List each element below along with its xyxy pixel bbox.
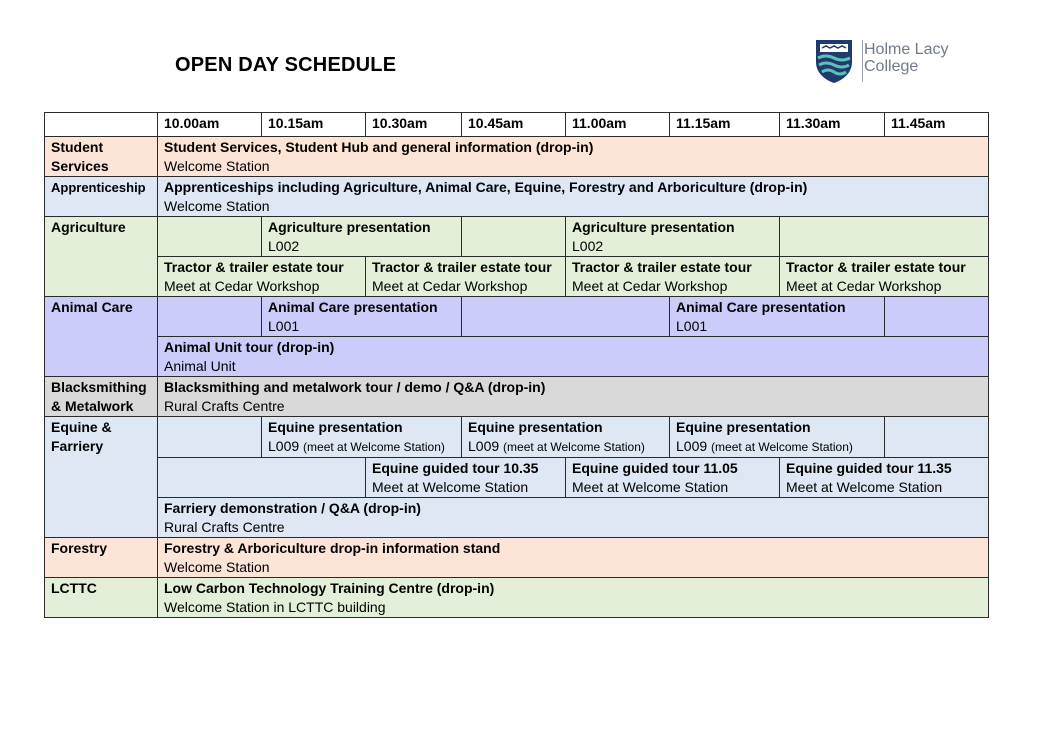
time-header: 10.45am [462, 113, 566, 137]
session-location: Meet at Cedar Workshop [572, 278, 728, 294]
animal-care-row-1 [45, 297, 989, 337]
session-location: Meet at Welcome Station [372, 479, 529, 495]
lcttc-session [158, 578, 989, 618]
session-title: Tractor & trailer estate tour [164, 259, 344, 275]
time-header: 11.00am [566, 113, 670, 137]
time-header: 10.15am [262, 113, 366, 137]
time-header: 11.15am [670, 113, 780, 137]
agriculture-row-1 [45, 217, 989, 257]
session-location: Meet at Welcome Station [572, 479, 729, 495]
session-title: Animal Unit tour (drop-in) [164, 339, 335, 355]
logo-text [864, 41, 948, 75]
session-title: Equine guided tour 11.05 [572, 460, 738, 476]
session-location: Welcome Station [164, 559, 270, 575]
dept-blacksmithing: Blacksmithing & Metalwork [45, 377, 158, 417]
time-header-row [45, 113, 989, 137]
empty-slot [158, 417, 262, 458]
time-header: 11.45am [885, 113, 989, 137]
time-header: 10.00am [158, 113, 262, 137]
session-title: Agriculture presentation [572, 219, 735, 235]
blacksmithing-session [158, 377, 989, 417]
apprenticeship-session [158, 177, 989, 217]
tractor-tour [366, 257, 566, 297]
equine-presentation [262, 417, 462, 458]
student-services-session [158, 137, 989, 177]
empty-slot [158, 458, 366, 498]
empty-slot [885, 297, 989, 337]
equine-presentation [462, 417, 670, 458]
session-location: L009 [468, 438, 500, 454]
session-location: Meet at Cedar Workshop [372, 278, 528, 294]
session-title: Equine presentation [676, 419, 811, 435]
dept-student-services: Student Services [45, 137, 158, 177]
blacksmithing-row [45, 377, 989, 417]
session-title: Tractor & trailer estate tour [572, 259, 752, 275]
time-header: 10.30am [366, 113, 462, 137]
apprenticeship-row [45, 177, 989, 217]
equine-row-3 [45, 498, 989, 538]
session-title: Equine guided tour 11.35 [786, 460, 952, 476]
session-location: L001 [268, 318, 300, 334]
forestry-row [45, 538, 989, 578]
empty-slot [780, 217, 989, 257]
equine-guided-tour [366, 458, 566, 498]
session-title: Equine presentation [468, 419, 603, 435]
agriculture-presentation [262, 217, 462, 257]
tractor-tour [780, 257, 989, 297]
session-location: L009 [268, 438, 300, 454]
empty-slot [885, 417, 989, 458]
logo-line1: Holme Lacy [864, 41, 949, 58]
session-note: (meet at Welcome Station) [303, 440, 445, 454]
animal-care-row-2 [45, 337, 989, 377]
session-title: Equine presentation [268, 419, 403, 435]
animal-unit-tour [158, 337, 989, 377]
session-location: L009 [676, 438, 708, 454]
session-title: Agriculture presentation [268, 219, 431, 235]
empty-slot [462, 217, 566, 257]
agriculture-presentation [566, 217, 780, 257]
tractor-tour [158, 257, 366, 297]
schedule-table [44, 112, 989, 618]
session-note: (meet at Welcome Station) [503, 440, 645, 454]
session-title: Student Services, Student Hub and general information (drop-in) [164, 139, 594, 155]
session-location: L002 [268, 238, 300, 254]
dept-animal-care: Animal Care [45, 297, 158, 377]
forestry-session [158, 538, 989, 578]
session-title: Animal Care presentation [268, 299, 438, 315]
empty-slot [158, 297, 262, 337]
dept-lcttc: LCTTC [45, 578, 158, 618]
session-title: Tractor & trailer estate tour [372, 259, 552, 275]
animal-care-presentation [262, 297, 462, 337]
equine-presentation [670, 417, 885, 458]
dept-apprenticeship: Apprenticeship [45, 177, 158, 217]
logo-divider [862, 40, 863, 82]
page-title: OPEN DAY SCHEDULE [175, 54, 397, 76]
farriery-demonstration [158, 498, 989, 538]
session-note: (meet at Welcome Station) [711, 440, 853, 454]
session-title: Animal Care presentation [676, 299, 846, 315]
equine-guided-tour [780, 458, 989, 498]
session-title: Farriery demonstration / Q&A (drop-in) [164, 500, 421, 516]
session-location: Meet at Welcome Station [786, 479, 943, 495]
shield-icon [814, 38, 854, 84]
session-location: Welcome Station [164, 198, 270, 214]
session-title: Blacksmithing and metalwork tour / demo / Q&A (drop-in) [164, 379, 546, 395]
empty-slot [158, 217, 262, 257]
session-location: Welcome Station [164, 158, 270, 174]
header-corner [45, 113, 158, 137]
session-title: Low Carbon Technology Training Centre (drop-in) [164, 580, 495, 596]
empty-slot [462, 297, 670, 337]
session-location: Rural Crafts Centre [164, 398, 285, 414]
lcttc-row [45, 578, 989, 618]
student-services-row [45, 137, 989, 177]
agriculture-row-2 [45, 257, 989, 297]
animal-care-presentation [670, 297, 885, 337]
session-location: Meet at Cedar Workshop [164, 278, 320, 294]
equine-row-2 [45, 458, 989, 498]
session-location: Meet at Cedar Workshop [786, 278, 942, 294]
session-title: Tractor & trailer estate tour [786, 259, 966, 275]
logo-line2: College [864, 58, 919, 75]
dept-forestry: Forestry [45, 538, 158, 578]
equine-row-1 [45, 417, 989, 458]
session-title: Apprenticeships including Agriculture, Animal Care, Equine, Forestry and Arboriculture (drop-in) [164, 179, 808, 195]
time-header: 11.30am [780, 113, 885, 137]
dept-agriculture: Agriculture [45, 217, 158, 297]
college-logo [814, 38, 964, 86]
session-location: Welcome Station in LCTTC building [164, 599, 386, 615]
session-title: Equine guided tour 10.35 [372, 460, 539, 476]
dept-equine-farriery: Equine & Farriery [45, 417, 158, 538]
session-location: Rural Crafts Centre [164, 519, 285, 535]
session-location: Animal Unit [164, 358, 236, 374]
tractor-tour [566, 257, 780, 297]
session-location: L002 [572, 238, 604, 254]
session-location: L001 [676, 318, 708, 334]
session-title: Forestry & Arboriculture drop-in information stand [164, 540, 501, 556]
equine-guided-tour [566, 458, 780, 498]
